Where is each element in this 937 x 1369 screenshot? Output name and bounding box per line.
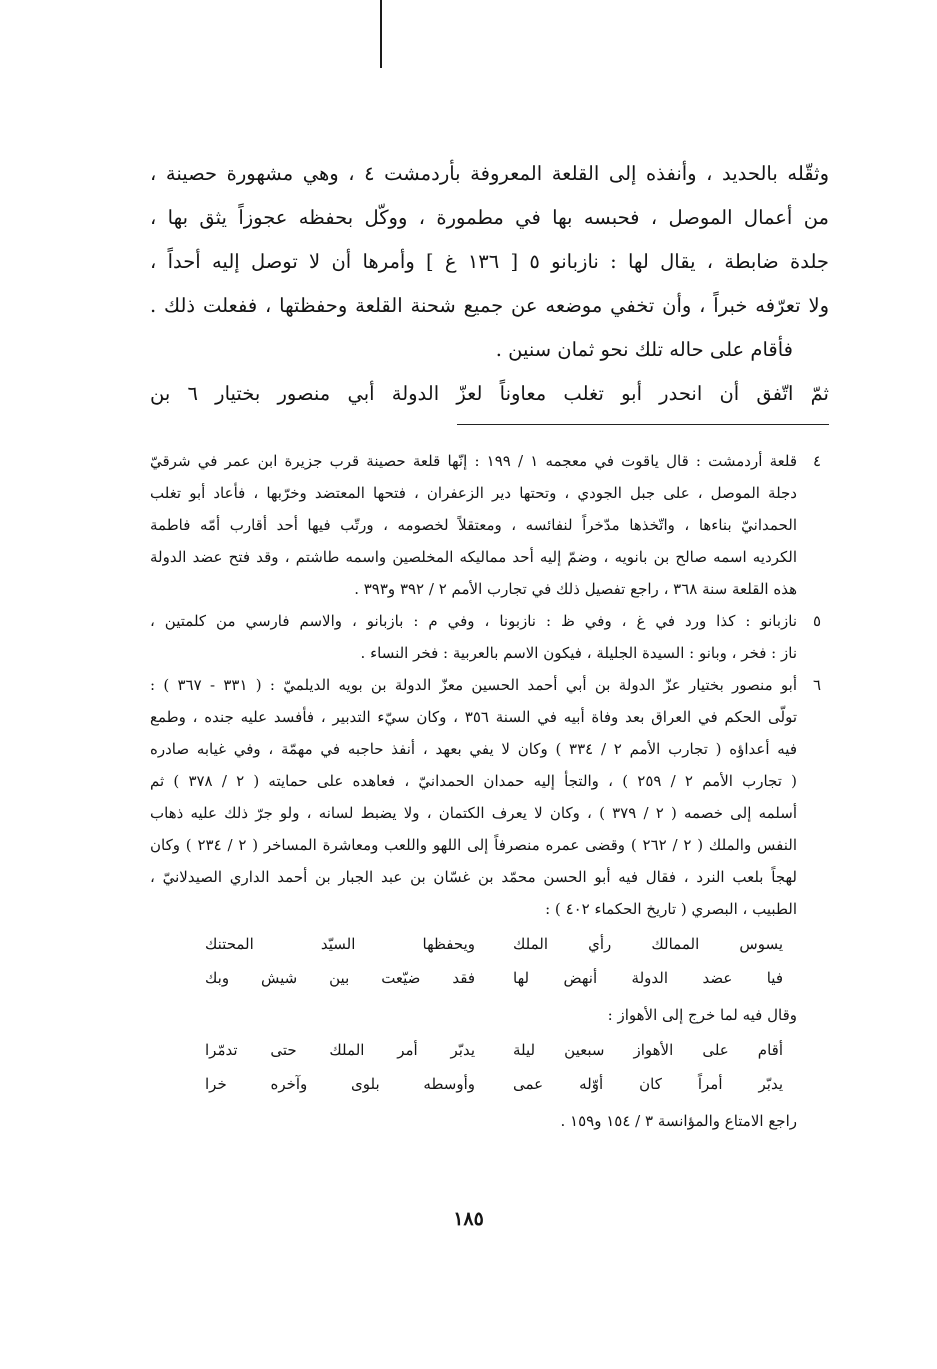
footnote-line: قلعة أردمشت : قال ياقوت في معجمه ١ / ١٩٩ : إنّها قلعة حصينة قرب جزيرة ابن عمر في شرقيّ bbox=[150, 452, 797, 470]
footnotes bbox=[150, 445, 829, 1137]
verse-second-hemistich: يدبّر أمر الملك حتى تدمّرا bbox=[205, 1041, 475, 1059]
footnote-5 bbox=[150, 605, 829, 669]
main-text-line: جلدة ضابطة ، يقال لها : نازبانو ٥ [ ١٣٦ غ ] وأمرها أن لا توصل إليه أحداً ، bbox=[150, 250, 829, 273]
footnote-line: نازبانو : كذا ورد في غ ، وفي ظ : نازبونا ، وفي م : بازبانو ، والاسم فارسي من كلمتين ، bbox=[150, 612, 797, 630]
footnote-line: فيه أعداؤه ( تجارب الأمم ٢ / ٣٣٤ ) وكان لا يفي بعهد ، أنفذ حاجبه في مهمّة ، وفي غيابه صادره bbox=[150, 740, 797, 758]
footnote-separator bbox=[457, 424, 829, 425]
footnote-line: الحمدانيّ بناءها ، واتّخذها مدّخراً لنفائسه ، ومعتقلاً لخصومه ، ورتّب فيها أحد أقارب أمّه فاطمة bbox=[150, 516, 797, 534]
verse-first-hemistich: يدبّر أمراً كان أوّله عمى bbox=[513, 1075, 783, 1093]
footnote-line: الطبيب ، البصري ( تاريخ الحكماء ٤٠٢ ) : bbox=[545, 900, 797, 918]
footnote-line: تولّى الحكم في العراق بعد وفاة أبيه في السنة ٣٥٦ ، وكان سيّء التدبير ، فأفسد عليه جنده ، وطمع bbox=[150, 708, 797, 726]
poem-verse bbox=[150, 927, 797, 961]
poem-verse bbox=[150, 1067, 797, 1101]
footnote-line: وقال فيه لما خرج إلى الأهواز : bbox=[607, 1006, 797, 1024]
top-margin-line bbox=[380, 0, 382, 68]
footnote-line: أبو منصور بختيار عزّ الدولة بن أبي أحمد الحسين معزّ الدولة بن بويه الديلميّ : ( ٣٣١ - ٣٦٧ ) : bbox=[150, 676, 797, 694]
verse-second-hemistich: فقد ضيّعت بين شيش وبك bbox=[205, 969, 475, 987]
main-text-line: ولا تعرّفه خبراً ، وأن تخفي موضعه عن جميع شحنة القلعة وحفظتها ، ففعلت ذلك . bbox=[150, 294, 829, 317]
footnote-line: ناز : فخر ، وبانو : السيدة الجليلة ، فيكون الاسم بالعربية : فخر النساء . bbox=[360, 644, 797, 662]
page-number: ١٨٥ bbox=[453, 1208, 484, 1230]
main-text-line: وثقّله بالحديد ، وأنفذه إلى القلعة المعروفة بأردمشت ٤ ، وهي مشهورة حصينة ، bbox=[150, 162, 829, 185]
footnote-4 bbox=[150, 445, 829, 605]
footnote-line: ( تجارب الأمم ٢ / ٢٥٩ ) ، والتجأ إليه حمدان الحمدانيّ ، فعاهده على حمايته ( ٢ / ٣٧٨ ) ثم bbox=[150, 772, 797, 790]
footnote-number: ٦ bbox=[812, 676, 822, 694]
main-text-line: فأقام على حاله تلك نحو ثمان سنين . bbox=[495, 338, 793, 361]
footnote-line: دجلة الموصل ، على جبل الجودي ، وتحتها دير الزعفران ، فتحها المعتضد وخرّبها ، فأعاد أبو تغلب bbox=[150, 484, 797, 502]
main-text-line: من أعمال الموصل ، فحبسه بها في مطمورة ، ووكّل بحفظه عجوزاً يثق بها ، bbox=[150, 206, 829, 229]
poem-verse bbox=[150, 961, 797, 995]
verse-first-hemistich: أقام على الأهواز سبعين ليلة bbox=[513, 1041, 783, 1059]
footnote-line: أسلمه إلى خصمه ( ٢ / ٣٧٩ ) ، وكان لا يعرف الكتمان ، ولا يضبط لسانه ، ولو جرّ ذلك عليه ذهاب bbox=[150, 804, 797, 822]
verse-second-hemistich: وأوسطه بلوى وآخره خرا bbox=[205, 1075, 475, 1093]
poem-verse bbox=[150, 1033, 797, 1067]
footnote-line: راجع الامتاع والمؤانسة ٣ / ١٥٤ و١٥٩ . bbox=[560, 1112, 797, 1130]
poem bbox=[150, 927, 797, 995]
poem bbox=[150, 1033, 797, 1101]
verse-first-hemistich: يسوس الممالك رأي الملك bbox=[513, 935, 783, 953]
footnote-line: لهجاً بلعب النرد ، فقال فيه أبو الحسن محمّد بن غسّان بن عبد الجبار بن أحمد الداري الصيدلانيّ ، bbox=[150, 868, 797, 886]
footnote-line: الكرديه اسمه صالح بن بانويه ، وضمّ إليه أحد مماليكه المخلصين واسمه طاشتم ، وقد فتح عضد الدولة bbox=[150, 548, 797, 566]
main-text-line: ثمّ اتّفق أن انحدر أبو تغلب معاوناً لعزّ الدولة أبي منصور بختيار ٦ بن bbox=[150, 382, 829, 405]
verse-first-hemistich: فيا عضد الدولة أنهض لها bbox=[513, 969, 783, 987]
verse-second-hemistich: ويحفظها السيّد المحتنك bbox=[205, 935, 475, 953]
footnote-line: هذه القلعة سنة ٣٦٨ ، راجع تفصيل ذلك في تجارب الأمم ٢ / ٣٩٢ و٣٩٣ . bbox=[354, 580, 797, 598]
footnote-number: ٥ bbox=[812, 612, 822, 630]
footnote-6 bbox=[150, 669, 829, 1137]
main-text bbox=[150, 152, 829, 416]
footnote-number: ٤ bbox=[812, 452, 822, 470]
footnote-line: النفس والملك ( ٢ / ٢٦٢ ) وقضى عمره منصرفاً إلى اللهو واللعب ومعاشرة المساخر ( ٢ / ٢٣٤ ) وكان bbox=[150, 836, 797, 854]
